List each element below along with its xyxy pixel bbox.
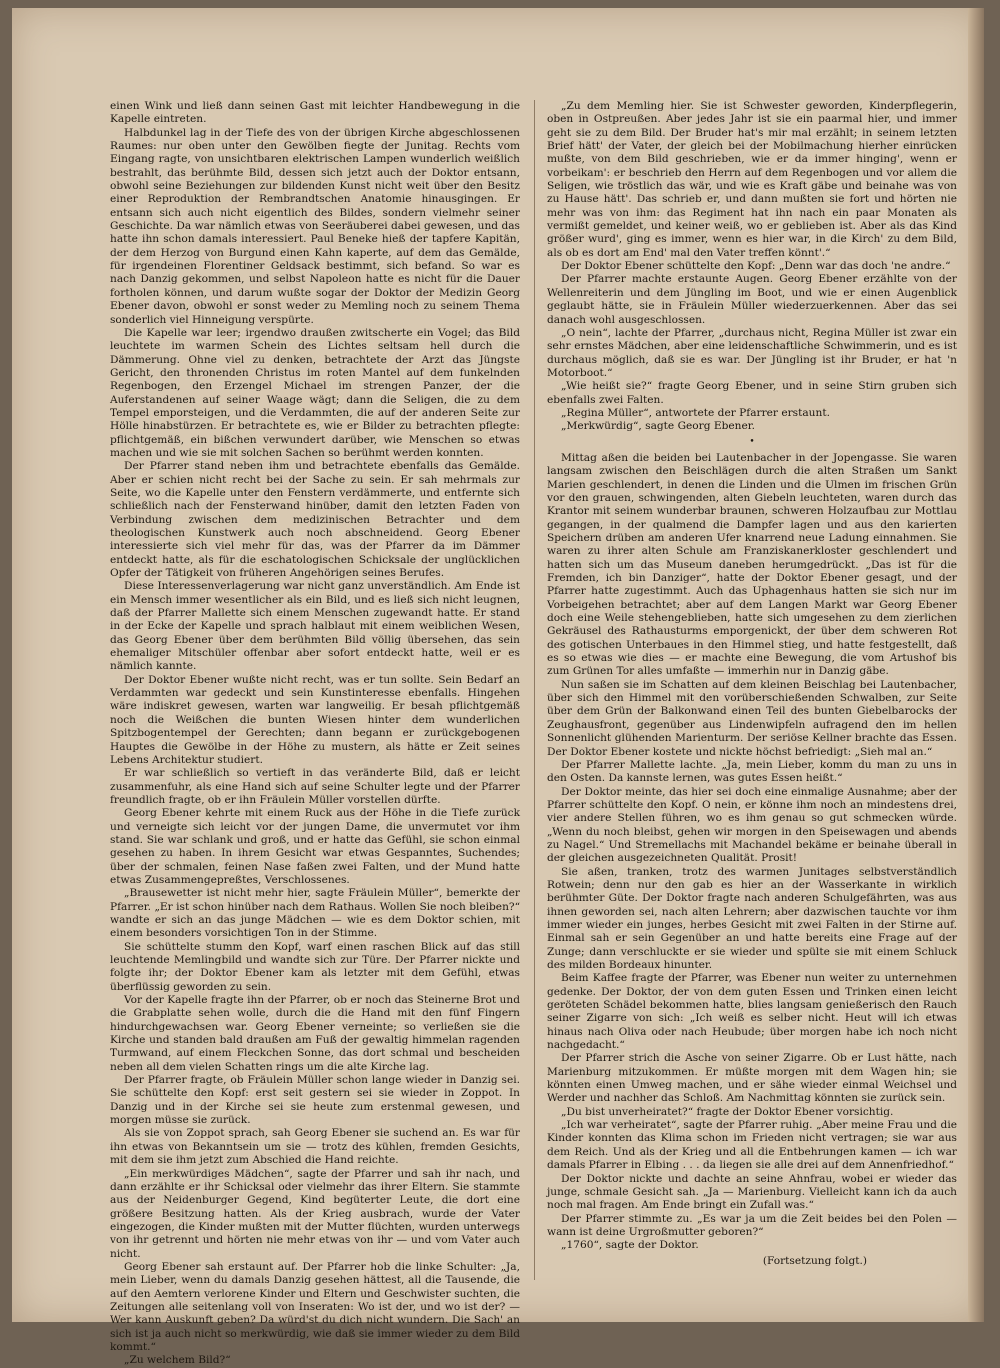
- paragraph: Mittag aßen die beiden bei Lautenbacher in der Jopengasse. Sie waren langsam zwischen den Beischlägen durch die alten Straßen um Sankt Marien geschlendert, in denen die Linden und die Ulmen im frischen Grün vor den grauen, schwingenden, alten Giebeln leuchteten, waren durch das Krantor mit seinem wunderbar braunen, schweren Holzaufbau zur Mottlau gegangen, in der qualmend die Dampfer lagen und aus den karierten Speichern drüben am anderen Ufer knarrend neue Ladung einnahmen. Sie waren zu ihrer alten Schule am Franziskanerkloster geschlendert und hatten sich um das Museum daneben herumgedrückt. „Das ist für die Fremden, ich bin Danziger“, hatte der Doktor Ebener gesagt, und der Pfarrer hatte zugestimmt. Auch das Uphagenhaus hatten sie sich nur im Vorbeigehen betrachtet; aber auf dem Langen Markt war Georg Ebener doch eine Weile stehengeblieben, hatte sich umgesehen zu dem zierlichen Gekräusel des Rathausturms emporgenickt, der über dem schweren Rot des gotischen Unterbaues in den Himmel stieg, und hatte festgestellt, daß es so etwas wie dies — er machte eine Bewegung, die vom Artushof bis zum Grünen Tor alles umfaßte — immerhin nur in Danzig gäbe.: [547, 451, 957, 678]
- paragraph: Der Pfarrer stand neben ihm und betrachtete ebenfalls das Gemälde. Aber er schien nicht recht bei der Sache zu sein. Er sah mehrmals zur Seite, wo die Kapelle unter den Fenstern verdämmerte, und entfernte sich schließlich nach der Fensterwand hinüber, damit den letzten Faden von Verbindung zwischen dem medizinischen Betrachter und dem theologischen Kunstwerk auch noch abschneidend. Georg Ebener interessierte sich viel mehr für das, was der Pfarrer da im Dämmer entdeckt hatte, als für die eschatologischen Schicksale der unglücklichen Opfer der Tätigkeit von früheren Angehörigen seines Berufes.: [110, 460, 520, 580]
- paragraph: „Wie heißt sie?“ fragte Georg Ebener, und in seine Stirn gruben sich ebenfalls zwei Falten.: [547, 380, 957, 406]
- newspaper-page: [12, 8, 984, 1367]
- paragraph: Halbdunkel lag in der Tiefe des von der übrigen Kirche abgeschlossenen Raumes: nur oben unter den Gewölben fiegte der Junitag. Rechts vom Eingang ragte, von unsichtbaren elektrischen Lampen wunderlich weißlich bestrahlt, das berühmte Bild, dessen sich jetzt auch der Doktor entsann, obwohl seine Beziehungen zur bildenden Kunst nicht weit über den Besitz einer Reproduktion der Rembrandtschen Anatomie hinausgingen. Er entsann sich auch nicht eigentlich des Bildes, sondern vielmehr seiner Geschichte. Da war nämlich etwas von Seeräuberei dabei gewesen, und das hatte ihn schon damals interessiert. Paul Beneke hieß der tapfere Kapitän, der dem Herzog von Burgund einen Kahn kaperte, auf dem das Gemälde, für irgendeinen Florentiner Geldsack bestimmt, sich befand. So war es nach Danzig gekommen, und selbst Napoleon hatte es nicht für die Dauer fortholen können, und darum wußte sogar der Doktor der Medizin Georg Ebener davon, obwohl er sonst weder zu Memling noch zu seinem Thema sonderlich viel Hinneigung verspürte.: [110, 126, 520, 326]
- paragraph: Der Doktor meinte, das hier sei doch eine einmalige Ausnahme; aber der Pfarrer schüttelte den Kopf. O nein, er könne ihm noch an mindestens drei, vier andere Stellen führen, wo es ihm genau so gut schmecken würde. „Wenn du noch bleibst, gehen wir morgen in den Speisewagen und abends zu Nagel.“ Und Stremellachs mit Machandel bekäme er beinahe überall in der gleichen ausgezeichneten Qualität. Prosit!: [547, 785, 957, 865]
- paragraph: Sie aßen, tranken, trotz des warmen Junitages selbstverständlich Rotwein; denn nur den gab es hier an der Wasserkante in wirklich berühmter Güte. Der Doktor fragte nach anderen Schulgefährten, was aus ihnen geworden sei, nach alten Lehrern; aber dazwischen tauchte vor ihm immer wieder ein junges, herbes Gesicht mit zwei Falten in der Stirne auf. Einmal sah er sein Gegenüber an und hatte bereits eine Frage auf der Zunge; dann verschluckte er sie wieder und spülte sie mit einem Schluck des milden Bordeaux hinunter.: [547, 865, 957, 971]
- paragraph: Der Pfarrer fragte, ob Fräulein Müller schon lange wieder in Danzig sei. Sie schüttelte den Kopf: erst seit gestern sei sie wieder in Zoppot. In Danzig und in der Kirche sei sie heute zum erstenmal gewesen, und morgen müsse sie zurück.: [110, 1074, 520, 1127]
- paragraph: Vor der Kapelle fragte ihn der Pfarrer, ob er noch das Steinerne Brot und die Grabplatte sehen wolle, durch die die Hand mit den fünf Fingern hindurchgewachsen war. Georg Ebener verneinte; so verließen sie die Kirche und standen bald draußen am Fuß der gewaltig himmelan ragenden Turmwand, auf einem Fleckchen Sonne, das dort schmal und bescheiden neben all dem vielen Schatten rings um die alte Kirche lag.: [110, 994, 520, 1073]
- paragraph: „O nein“, lachte der Pfarrer, „durchaus nicht, Regina Müller ist zwar ein sehr ernstes Mädchen, aber eine leidenschaftliche Schwimmerin, und es ist durchaus möglich, daß sie es war. Der Jüngling ist ihr Bruder, er hat 'n Motorboot.“: [547, 326, 957, 379]
- paragraph: „Regina Müller“, antwortete der Pfarrer erstaunt.: [561, 406, 830, 419]
- paragraph: Diese Interessenverlagerung war nicht ganz unverständlich. Am Ende ist ein Mensch immer wesentlicher als ein Bild, und es ließ sich nicht leugnen, daß der Pfarrer Mallette sich einem Menschen zugewandt hatte. Er stand in der Ecke der Kapelle und sprach halblaut mit einem weiblichen Wesen, das Georg Ebener über dem berühmten Bild völlig übersehen, das sein ehemaliger Mitschüler offenbar aber sofort entdeckt hatte, weil er es nämlich kannte.: [110, 580, 520, 673]
- paragraph: Georg Ebener sah erstaunt auf. Der Pfarrer hob die linke Schulter: „Ja, mein Lieber, wenn du damals Danzig gesehen hättest, all die Tausende, die auf den Aemtern verlorene Kinder und Eltern und Geschwister suchten, die Zeitungen alle seitenlang voll von Inseraten: Wo ist der, und wo ist der? — Wer kann Auskunft geben? Da würd'st du dich nicht wundern. Die Sach' an sich ist ja auch nicht so merkwürdig, wie daß sie immer wieder zu dem Bild kommt.“: [110, 1260, 520, 1353]
- paragraph: Der Pfarrer stimmte zu. „Es war ja um die Zeit beides bei den Polen — wann ist deine Urgroßmutter geboren?“: [547, 1212, 957, 1238]
- right-text-column: [547, 100, 957, 1268]
- continuation-note: (Fortsetzung folgt.): [762, 1254, 867, 1267]
- paragraph: Der Pfarrer strich die Asche von seiner Zigarre. Ob er Lust hätte, nach Marienburg mitzukommen. Er müßte morgen mit dem Wagen hin; sie könnten einen Umweg machen, und er sähe wieder einmal Weichsel und Werder und nachher das Schloß. Am Nachmittag könnten sie zurück sein.: [547, 1052, 957, 1105]
- paragraph: Der Pfarrer machte erstaunte Augen. Georg Ebener erzählte von der Wellenreiterin und dem Jüngling im Boot, und wie er einen Augenblick geglaubt hätte, sie in Fräulein Müller wiederzuerkennen. Aber das sei danach wohl ausgeschlossen.: [547, 273, 957, 326]
- paragraph: Er war schließlich so vertieft in das veränderte Bild, daß er leicht zusammenfuhr, als eine Hand sich auf seine Schulter legte und der Pfarrer freundlich fragte, ob er ihn Fräulein Müller vorstellen dürfte.: [110, 767, 520, 806]
- paragraph: „Ein merkwürdiges Mädchen“, sagte der Pfarrer und sah ihr nach, und dann erzählte er ihr Schicksal oder vielmehr das ihrer Eltern. Sie stammte aus der Neidenburger Gegend, Kind begüterter Leute, die dort eine größere Besitzung hatten. Als der Krieg ausbrach, wurde der Vater eingezogen, die Kinder mußten mit der Mutter flüchten, wurden unterwegs von ihr getrennt und hörten nie mehr etwas von ihr — und vom Vater auch nicht.: [110, 1167, 520, 1260]
- paragraph: Sie schüttelte stumm den Kopf, warf einen raschen Blick auf das still leuchtende Memlingbild und wandte sich zur Türe. Der Pfarrer nickte und folgte ihr; der Doktor Ebener kam als letzter mit dem Gefühl, etwas überflüssig geworden zu sein.: [110, 940, 520, 993]
- paragraph: Beim Kaffee fragte der Pfarrer, was Ebener nun weiter zu unternehmen gedenke. Der Doktor, der von dem guten Essen und Trinken einen leicht geröteten Schädel bekommen hatte, blies langsam genießerisch den Rauch seiner Zigarre von sich: „Ich weiß es selber nicht. Heut will ich etwas hinaus nach Oliva oder nach Heubude; über morgen habe ich noch nicht nachgedacht.“: [547, 972, 957, 1052]
- left-text-column: [110, 100, 520, 1368]
- paragraph: Der Pfarrer Mallette lachte. „Ja, mein Lieber, komm du man zu uns in den Osten. Da kannste lernen, was gutes Essen heißt.“: [547, 758, 957, 785]
- paragraph: Der Doktor Ebener wußte nicht recht, was er tun sollte. Sein Bedarf an Verdammten war gedeckt und sein Kunstinteresse ebenfalls. Hingehen wäre indiskret gewesen, warten war langweilig. Er besah pflichtgemäß noch die Weißchen die bunten Wiesen hinter dem wunderlichen Spitzbogentempel der Gerechten; dann begann er zurückgebogenen Hauptes die Gewölbe in der Höhe zu mustern, als hätte er Zeit seines Lebens Architektur studiert.: [110, 673, 520, 766]
- paragraph: Die Kapelle war leer; irgendwo draußen zwitscherte ein Vogel; das Bild leuchtete im warmen Schein des Lichtes seltsam hell durch die Dämmerung. Ohne viel zu denken, betrachtete der Arzt das Jüngste Gericht, den thronenden Christus im roten Mantel auf dem funkelnden Regenbogen, den Erzengel Michael im strengen Panzer, der die Auferstandenen auf seiner Waage wägt; dann die Seligen, die zu dem Tempel emporsteigen, und die Verdammten, die auf der anderen Seite zur Hölle hinabstürzen. Er betrachtete es, wie er Bilder zu betrachten pflegte: pflichtgemäß, ein bißchen verwundert darüber, wie Menschen so etwas machen und wie sie mit solchen Sachen so berühmt werden konnten.: [110, 326, 520, 459]
- paragraph: einen Wink und ließ dann seinen Gast mit leichter Handbewegung in die Kapelle eintreten.: [110, 100, 520, 126]
- paragraph: Der Doktor Ebener schüttelte den Kopf: „Denn war das doch 'ne andre.“: [561, 260, 951, 273]
- paragraph: „Brausewetter ist nicht mehr hier, sagte Fräulein Müller“, bemerkte der Pfarrer. „Er ist schon hinüber nach dem Rathaus. Wollen Sie noch bleiben?“ wandte er sich an das junge Mädchen — wie es dem Doktor schien, mit einem besonders vorsichtigen Ton in der Stimme.: [110, 887, 520, 940]
- section-separator: •: [749, 436, 755, 447]
- paragraph: Georg Ebener kehrte mit einem Ruck aus der Höhe in die Tiefe zurück und verneigte sich leicht vor der jungen Dame, die unvermutet vor ihm stand. Sie war schlank und groß, und er hatte das Gefühl, sie schon einmal gesehen zu haben. In ihrem Gesicht war etwas Gespanntes, Suchendes; über der schmalen, feinen Nase faßen zwei Falten, und der Mund hatte etwas Zusammengepreßtes, Verschlossenes.: [110, 807, 520, 886]
- paragraph: „1760“, sagte der Doktor.: [561, 1239, 699, 1252]
- column-divider: [534, 100, 535, 1280]
- paragraph: „Zu dem Memling hier. Sie ist Schwester geworden, Kinderpflegerin, oben in Ostpreußen. Aber jedes Jahr ist sie ein paarmal hier, und immer geht sie zu dem Bild. Der Bruder hat's mir mal erzählt; in seinem letzten Brief hätt' der Vater, der gleich bei der Mobilmachung hierher einrücken mußte, von dem Bild geschrieben, wie er da immer hinging', wenn er vorbeikam': er beschrieb den Herrn auf dem Regenbogen und vor allem die Seligen, wie tröstlich das wär, und wie es Kraft gäbe und beinahe was von zu Hause hätt'. Das schrieb er, und dann mußten sie fort und hörten nie mehr was von ihm: das Regiment hat ihn nach ein paar Monaten als vermißt gemeldet, und keiner weiß, wo er geblieben ist. Aber als das Kind größer wurd', ging es immer, wenn es hier war, in die Kirch' zu dem Bild, als ob es dort am End' mal den Vater treffen könnt'.“: [547, 100, 957, 259]
- paragraph: Der Doktor nickte und dachte an seine Ahnfrau, wobei er wieder das junge, schmale Gesicht sah. „Ja — Marienburg. Vielleicht kann ich da auch noch mal fragen. Am Ende bringt ein Zufall was.“: [547, 1172, 957, 1212]
- book-spine-shadow: [968, 8, 984, 1322]
- paragraph: „Ich war verheiratet“, sagte der Pfarrer ruhig. „Aber meine Frau und die Kinder konnten das Klima schon im Frieden nicht vertragen; sie war aus dem Reich. Und als der Krieg und all die Entbehrungen kamen — ich war damals Pfarrer in Elbing . . . da liegen sie alle drei auf dem Annenfriedhof.“: [547, 1119, 957, 1172]
- paragraph: „Merkwürdig“, sagte Georg Ebener.: [561, 420, 756, 433]
- paragraph: „Zu welchem Bild?“: [124, 1354, 231, 1367]
- paragraph: Nun saßen sie im Schatten auf dem kleinen Beischlag bei Lautenbacher, über sich den Himmel mit den vorüberschießenden Schwalben, zur Seite über dem Grün der Balkonwand einen Teil des bunten Giebelbarocks der Zeughausfront, gegenüber aus Lindenwipfeln aufragend den im hellen Sonnenlicht glühenden Marienturm. Der seriöse Kellner brachte das Essen. Der Doktor Ebener kostete und nickte höchst befriedigt: „Sieh mal an.“: [547, 678, 957, 758]
- paragraph: „Du bist unverheiratet?“ fragte der Doktor Ebener vorsichtig.: [561, 1105, 894, 1118]
- paragraph: Als sie von Zoppot sprach, sah Georg Ebener sie suchend an. Es war für ihn etwas von Bekanntsein um sie — trotz des kühlen, fremden Gesichts, mit dem sie ihm jetzt zum Abschied die Hand reichte.: [110, 1127, 520, 1167]
